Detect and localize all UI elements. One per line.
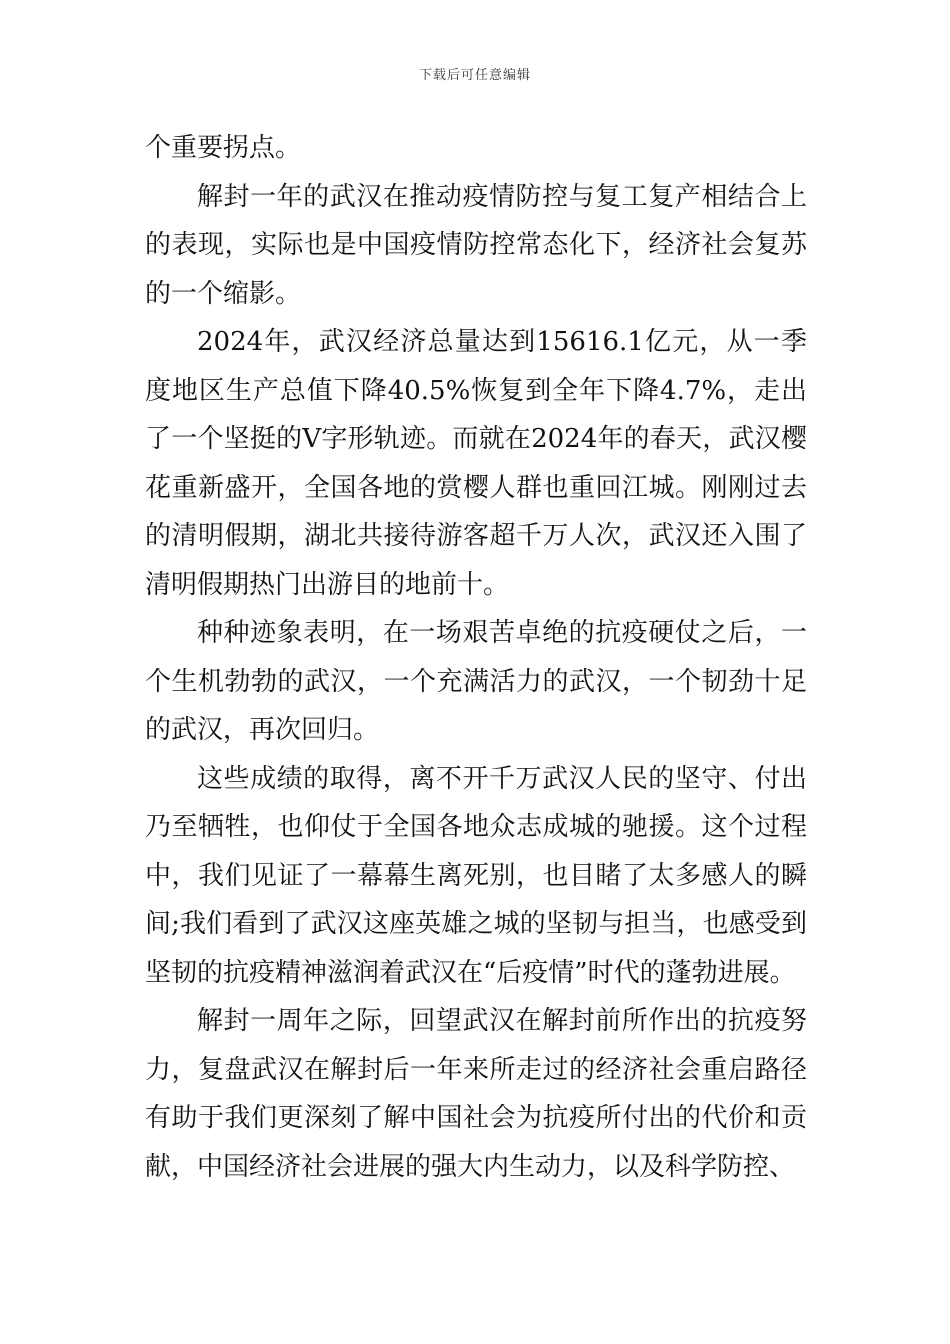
paragraph-4: 种种迹象表明，在一场艰苦卓绝的抗疫硬仗之后，一个生机勃勃的武汉，一个充满活力的武汉，一个韧劲十足的武汉，再次回归。 xyxy=(145,618,807,745)
paragraph-3: 2024年，武汉经济总量达到15616.1亿元，从一季度地区生产总值下降40.5%恢复到全年下降4.7%，走出了一个坚挺的V字形轨迹。而就在2024年的春天，武汉樱花重新盛开，全国各地的赏樱人群也重回江城。刚刚过去的清明假期，湖北共接待游客超千万人次，武汉还入围了清明假期热门出游目的地前十。 xyxy=(145,327,807,600)
paragraph-6: 解封一周年之际，回望武汉在解封前所作出的抗疫努力，复盘武汉在解封后一年来所走过的经济社会重启路径有助于我们更深刻了解中国社会为抗疫所付出的代价和贡献，中国经济社会进展的强大内生动力，以及科学防控、 xyxy=(145,1006,807,1182)
paragraph-1: 个重要拐点。 xyxy=(145,133,302,163)
paragraph-2: 解封一年的武汉在推动疫情防控与复工复产相结合上的表现，实际也是中国疫情防控常态化下，经济社会复苏的一个缩影。 xyxy=(145,181,807,309)
page-header: 下载后可任意编辑 xyxy=(418,68,531,83)
document-body xyxy=(145,124,807,1191)
paragraph-5: 这些成绩的取得，离不开千万武汉人民的坚守、付出乃至牺牲，也仰仗于全国各地众志成城的驰援。这个过程中，我们见证了一幕幕生离死别，也目睹了太多感人的瞬间;我们看到了武汉这座英雄之城的坚韧与担当，也感受到坚韧的抗疫精神滋润着武汉在“后疫情”时代的蓬勃进展。 xyxy=(145,763,807,988)
